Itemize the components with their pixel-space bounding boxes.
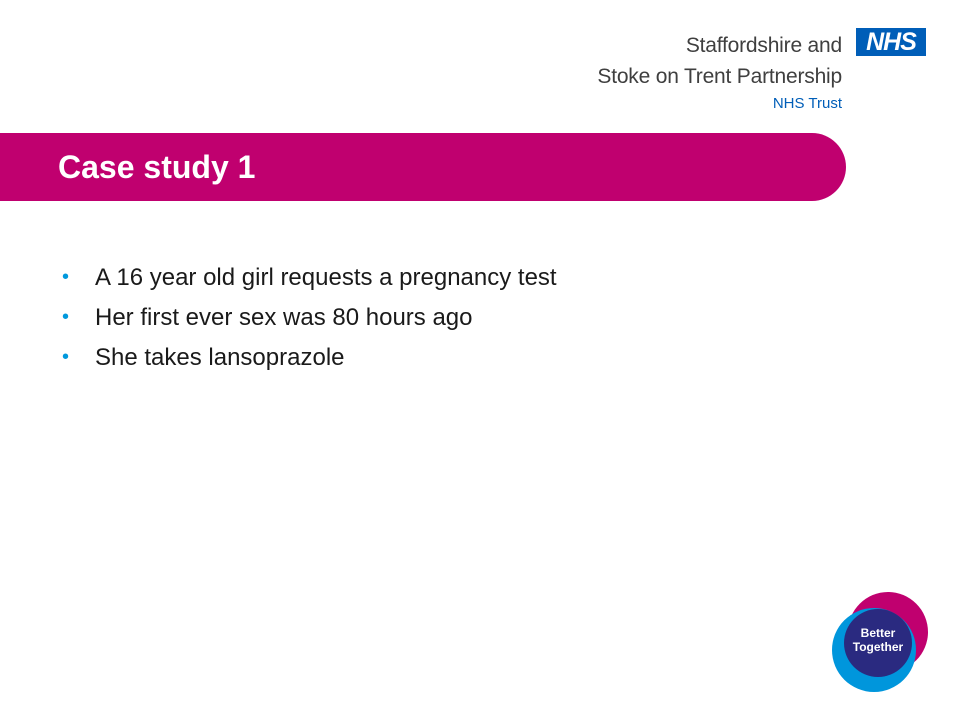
- badge-line-1: Better: [860, 626, 896, 640]
- bullet-text: She takes lansoprazole: [95, 344, 345, 371]
- nhs-logo: NHS: [856, 28, 926, 56]
- bullet-text: Her first ever sex was 80 hours ago: [95, 304, 473, 331]
- title-band: [0, 133, 846, 201]
- slide-title: Case study 1: [58, 149, 256, 185]
- bullet-item: [60, 298, 557, 338]
- bullet-list: [60, 258, 557, 378]
- badge-text: [845, 626, 911, 654]
- bullet-dot-icon: •: [62, 346, 70, 368]
- bullet-item: [60, 258, 557, 298]
- badge-line-2: Together: [852, 640, 904, 654]
- bullet-text: A 16 year old girl requests a pregnancy test: [95, 264, 557, 291]
- trust-name-line-1: Staffordshire and: [685, 34, 842, 57]
- trust-name-line-3: NHS Trust: [772, 95, 842, 112]
- trust-name-line-2: Stoke on Trent Partnership: [597, 65, 842, 88]
- bullet-dot-icon: •: [62, 266, 70, 288]
- bullet-item: [60, 338, 557, 378]
- trust-name-block: [597, 30, 842, 115]
- bullet-dot-icon: •: [62, 306, 70, 328]
